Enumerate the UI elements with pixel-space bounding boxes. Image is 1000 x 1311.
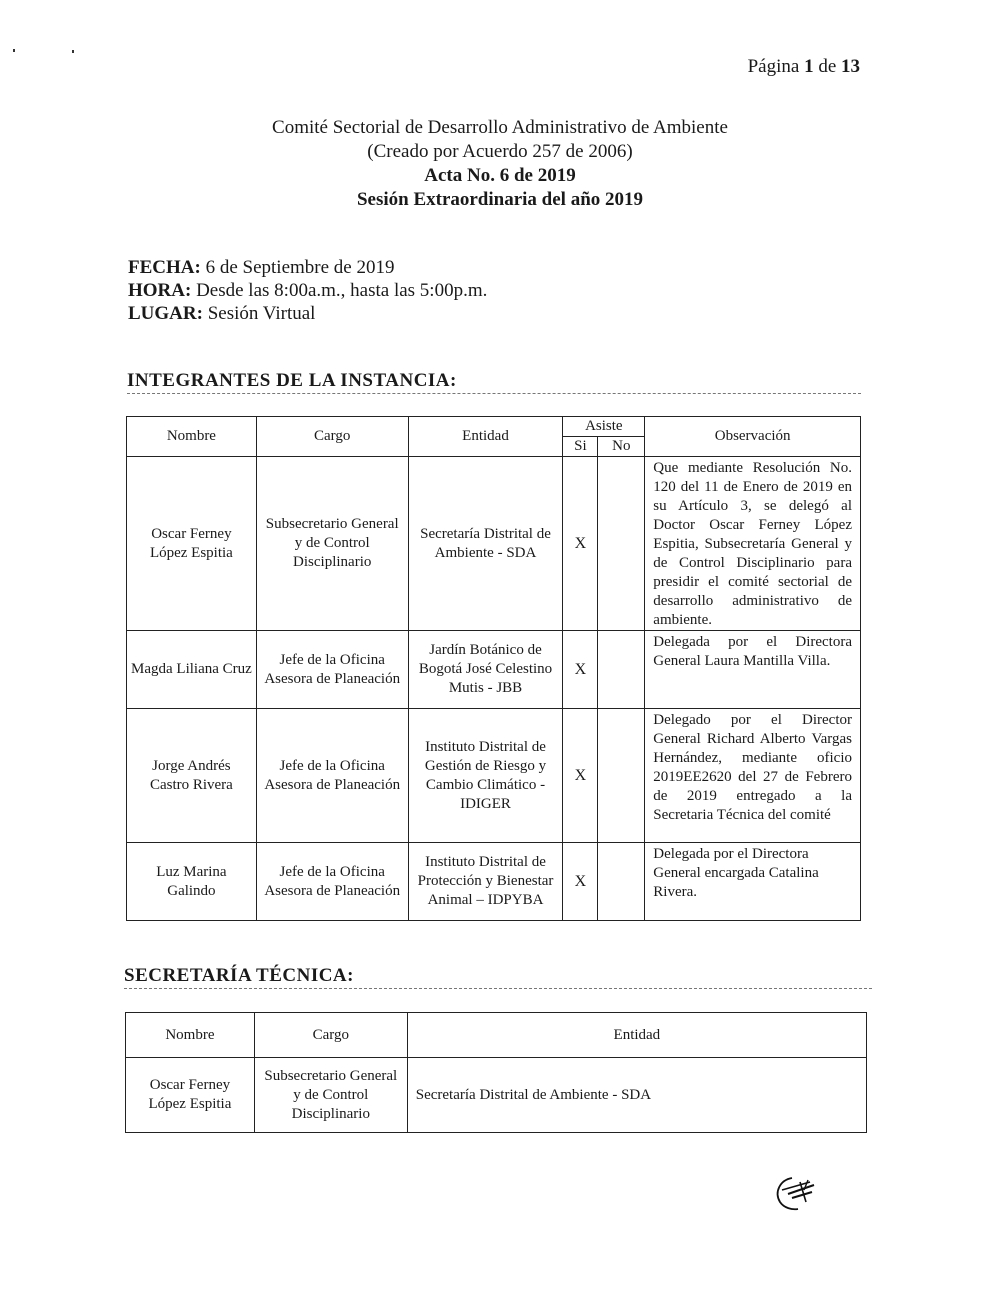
secretariat-table	[125, 1012, 867, 1133]
cell-cargo: Jefe de la Oficina Asesora de Planeación	[256, 709, 408, 843]
scan-speck	[13, 49, 15, 52]
place-line: LUGAR: Sesión Virtual	[128, 303, 316, 324]
cell-observacion: Delegada por el Directora General Laura Mantilla Villa.	[645, 631, 861, 709]
date-line: FECHA: 6 de Septiembre de 2019	[128, 257, 395, 278]
table-row	[127, 457, 861, 631]
cell-observacion: Delegada por el Directora General encargada Catalina Rivera.	[645, 843, 861, 921]
cell-nombre: Jorge Andrés Castro Rivera	[127, 709, 257, 843]
act-number: Acta No. 6 de 2019	[424, 165, 576, 186]
cell-nombre: Oscar Ferney López Espitia	[126, 1058, 255, 1133]
cell-observacion: Que mediante Resolución No. 120 del 11 de Enero de 2019 en su Artículo 3, se delegó al Doctor Oscar Ferney López Espitia, Subsecretaría General y de Control Disciplinario para presidir el comité sectorial de desarrollo administrativo de ambiente.	[645, 457, 861, 631]
committee-name: Comité Sectorial de Desarrollo Administrativo de Ambiente	[272, 117, 728, 138]
header-entidad: Entidad	[408, 417, 563, 457]
document-title	[0, 116, 1000, 212]
creation-agreement: (Creado por Acuerdo 257 de 2006)	[367, 141, 633, 162]
page-number: Página 1 de 13	[747, 56, 860, 77]
cell-entidad: Jardín Botánico de Bogotá José Celestino Mutis - JBB	[408, 631, 563, 709]
cell-nombre: Luz Marina Galindo	[127, 843, 257, 921]
meeting-details	[128, 256, 487, 325]
cell-no	[598, 631, 645, 709]
scan-speck	[72, 50, 74, 53]
cell-entidad: Secretaría Distrital de Ambiente - SDA	[408, 457, 563, 631]
header-entidad: Entidad	[407, 1013, 866, 1058]
cell-si: X	[563, 457, 598, 631]
cell-cargo: Jefe de la Oficina Asesora de Planeación	[256, 843, 408, 921]
cell-observacion: Delegado por el Director General Richard Alberto Vargas Hernández, mediante oficio 2019EE2620 del 27 de Febrero de 2019 entregado a la Secretaria Técnica del comité	[645, 709, 861, 843]
cell-si: X	[563, 709, 598, 843]
cell-no	[598, 843, 645, 921]
cell-entidad: Secretaría Distrital de Ambiente - SDA	[407, 1058, 866, 1133]
section-title-integrantes: INTEGRANTES DE LA INSTANCIA:	[127, 370, 861, 394]
header-no: No	[598, 437, 645, 457]
header-cargo: Cargo	[254, 1013, 407, 1058]
cell-entidad: Instituto Distrital de Gestión de Riesgo y Cambio Climático - IDIGER	[408, 709, 563, 843]
cell-entidad: Instituto Distrital de Protección y Bienestar Animal – IDPYBA	[408, 843, 563, 921]
cell-no	[598, 709, 645, 843]
members-table	[126, 416, 861, 921]
table-row	[126, 1058, 867, 1133]
cell-cargo: Jefe de la Oficina Asesora de Planeación	[256, 631, 408, 709]
cell-no	[598, 457, 645, 631]
section-title-secretaria: SECRETARÍA TÉCNICA:	[124, 965, 872, 989]
header-asiste: Asiste	[563, 417, 645, 437]
cell-si: X	[563, 843, 598, 921]
table-row	[127, 631, 861, 709]
table-row	[127, 843, 861, 921]
table-row	[127, 709, 861, 843]
session-type: Sesión Extraordinaria del año 2019	[356, 189, 644, 210]
header-cargo: Cargo	[256, 417, 408, 457]
cell-cargo: Subsecretario General y de Control Disciplinario	[254, 1058, 407, 1133]
signature-initials-icon	[770, 1168, 830, 1218]
header-si: Si	[563, 437, 598, 457]
header-nombre: Nombre	[126, 1013, 255, 1058]
header-observacion: Observación	[645, 417, 861, 457]
cell-nombre: Magda Liliana Cruz	[127, 631, 257, 709]
cell-cargo: Subsecretario General y de Control Disciplinario	[256, 457, 408, 631]
time-line: HORA: Desde las 8:00a.m., hasta las 5:00p.m.	[128, 280, 488, 301]
cell-si: X	[563, 631, 598, 709]
cell-nombre: Oscar Ferney López Espitia	[127, 457, 257, 631]
header-nombre: Nombre	[127, 417, 257, 457]
